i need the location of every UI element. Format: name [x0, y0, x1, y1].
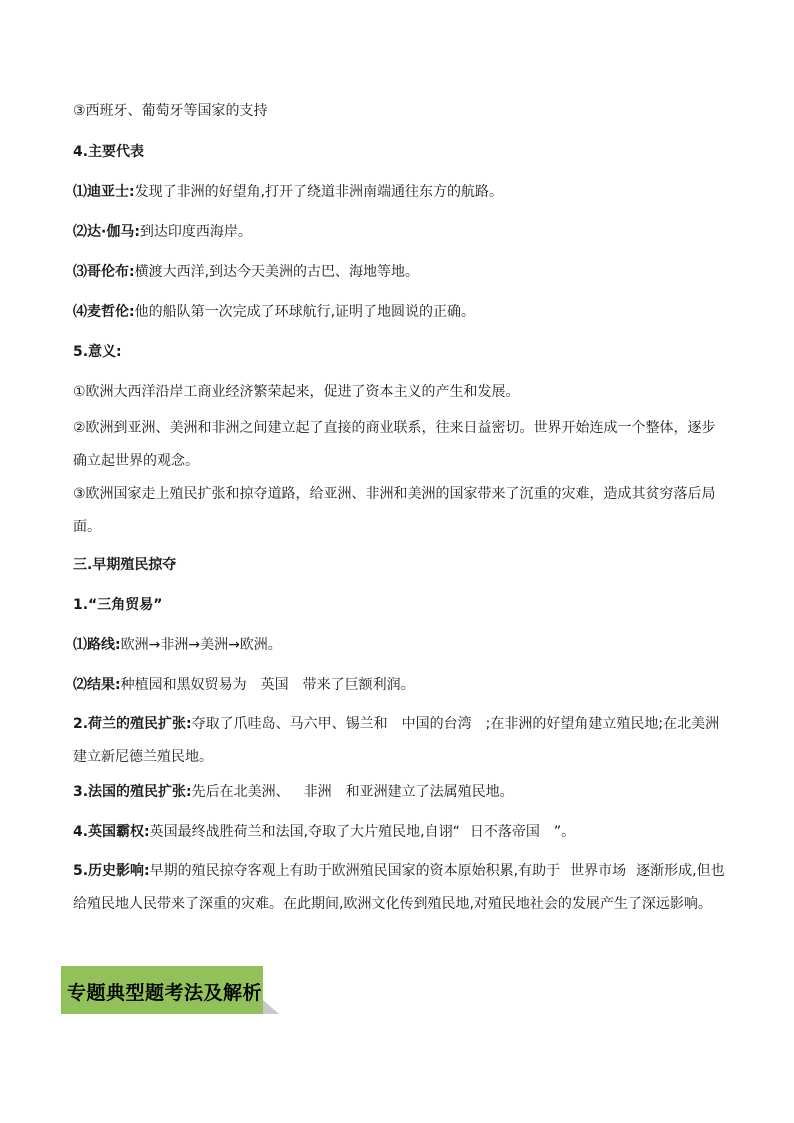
- british-hegemony: [73, 822, 575, 842]
- item-text: 欧洲→非洲→美洲→欧洲。: [120, 637, 282, 653]
- heading-early-colonial-plunder: 三.早期殖民掠夺: [73, 557, 177, 573]
- triangle-trade-result: [73, 675, 415, 695]
- significance-item-1: ①欧洲大西洋沿岸工商业经济繁荣起来，促进了资本主义的产生和发展。: [73, 384, 520, 400]
- historical-impact: [73, 855, 725, 921]
- item-label: ⑵结果:: [73, 677, 121, 693]
- rep-label: ⑷麦哲伦:: [73, 304, 135, 320]
- rep-text: 发现了非洲的好望角,打开了绕道非洲南端通往东方的航路。: [134, 184, 504, 200]
- item-label: 3.法国的殖民扩张:: [73, 784, 192, 800]
- dutch-colonial-expansion: [73, 708, 725, 774]
- item-text: 种植园和黑奴贸易为: [120, 677, 247, 693]
- item-text: ;在非洲的好望角建立殖民地;在北美洲建立新尼德兰殖民地。: [73, 716, 720, 765]
- rep-label: ⑴迪亚士:: [73, 184, 135, 200]
- rep-text: 到达印度西海岸。: [139, 224, 252, 240]
- item-text: 先后在北美洲、: [191, 784, 290, 800]
- fill-blank-answer: 英国: [260, 677, 289, 693]
- heading-significance: 5.意义:: [73, 344, 122, 360]
- representative-da-gama: [73, 222, 252, 242]
- rep-text: 横渡大西洋,到达今天美洲的古巴、海地等地。: [134, 264, 420, 280]
- item-label: 2.荷兰的殖民扩张:: [73, 716, 192, 732]
- significance-item-3: ③欧洲国家走上殖民扩张和掠夺道路，给亚洲、非洲和美洲的国家带来了沉重的灾难，造成其贫穷落后局面。: [73, 486, 716, 535]
- section-banner: [61, 966, 279, 1014]
- item-text: 和亚洲建立了法属殖民地。: [345, 784, 514, 800]
- representative-columbus: [73, 262, 419, 282]
- item-text: 逐渐形成,但也给殖民地人民带来了深重的灾难。在此期间,欧洲文化传到殖民地,对殖民地社会的发展产生了深远影响。: [73, 863, 725, 912]
- item-text: 早期的殖民掠夺客观上有助于欧洲殖民国家的资本原始积累,有助于: [149, 863, 561, 879]
- representative-magellan: [73, 302, 475, 322]
- item-text: 夺取了爪哇岛、马六甲、锡兰和: [191, 716, 388, 732]
- fill-blank-answer: 世界市场: [570, 863, 627, 879]
- heading-triangle-trade: 1.“三角贸易”: [73, 597, 163, 613]
- representative-dias: [73, 182, 503, 202]
- item-label: 5.历史影响:: [73, 863, 150, 879]
- french-colonial-expansion: [73, 782, 514, 802]
- significance-item-2: ②欧洲到亚洲、美洲和非洲之间建立起了直接的商业联系，往来日益密切。世界开始连成一个整体，逐步确立起世界的观念。: [73, 420, 716, 469]
- item-text: 英国最终战胜荷兰和法国,夺取了大片殖民地,自诩“: [149, 824, 460, 840]
- item-label: 4.英国霸权:: [73, 824, 150, 840]
- rep-text: 他的船队第一次完成了环球航行,证明了地圆说的正确。: [134, 304, 476, 320]
- triangle-trade-route: [73, 635, 282, 655]
- banner-shadow-corner: [263, 1000, 279, 1014]
- item-text: ”。: [553, 824, 576, 840]
- item-text: 带来了巨额利润。: [302, 677, 415, 693]
- banner-title: 专题典型题考法及解析: [67, 982, 263, 1004]
- fill-blank-answer: 日不落帝国: [469, 824, 540, 840]
- rep-label: ⑵达·伽马:: [73, 224, 140, 240]
- item-label: ⑴路线:: [73, 637, 121, 653]
- support-item-3: ③西班牙、葡萄牙等国家的支持: [73, 103, 268, 119]
- fill-blank-answer: 非洲: [303, 784, 332, 800]
- rep-label: ⑶哥伦布:: [73, 264, 135, 280]
- fill-blank-answer: 中国的台湾: [401, 716, 472, 732]
- heading-main-representatives: 4.主要代表: [73, 144, 145, 160]
